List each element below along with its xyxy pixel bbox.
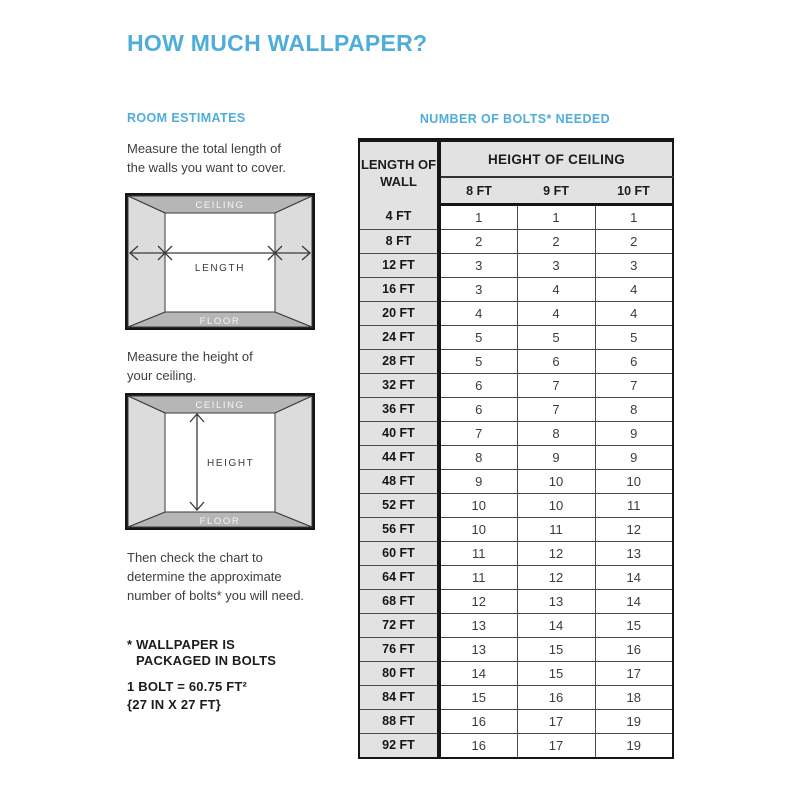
bolt-size-line: {27 IN X 27 FT} (127, 696, 222, 712)
bolt-count-cell: 3 (439, 278, 517, 302)
bolt-count-cell: 10 (595, 470, 673, 494)
floor-label: FLOOR (199, 316, 241, 327)
height-of-ceiling-header: HEIGHT OF CEILING (439, 140, 673, 177)
bolt-count-cell: 11 (595, 494, 673, 518)
table-row (359, 470, 673, 494)
instruction-measure-height (127, 347, 347, 385)
bolt-count-cell: 10 (439, 494, 517, 518)
bolt-count-cell: 8 (439, 446, 517, 470)
bolt-count-cell: 15 (517, 638, 595, 662)
bolt-count-cell: 5 (439, 350, 517, 374)
bolt-count-cell: 1 (595, 205, 673, 230)
table-body (359, 205, 673, 759)
wall-length-cell: 36 FT (359, 398, 439, 422)
bolt-count-cell: 13 (517, 590, 595, 614)
room-estimates-heading: ROOM ESTIMATES (127, 111, 246, 125)
table-row (359, 614, 673, 638)
bolt-count-cell: 10 (517, 470, 595, 494)
bolt-count-cell: 8 (595, 398, 673, 422)
bolt-count-cell: 12 (517, 566, 595, 590)
bolt-count-cell: 14 (595, 590, 673, 614)
bolt-count-cell: 16 (517, 686, 595, 710)
bolt-count-cell: 7 (517, 374, 595, 398)
ceiling-label: CEILING (195, 200, 245, 211)
bolt-count-cell: 15 (595, 614, 673, 638)
bolt-count-cell: 2 (517, 230, 595, 254)
instruction-check-chart (127, 548, 347, 605)
table-row (359, 686, 673, 710)
bolt-count-cell: 4 (595, 302, 673, 326)
wall-length-cell: 80 FT (359, 662, 439, 686)
wall-length-cell: 44 FT (359, 446, 439, 470)
wall-length-cell: 28 FT (359, 350, 439, 374)
bolt-count-cell: 1 (439, 205, 517, 230)
table-row (359, 494, 673, 518)
wall-length-cell: 84 FT (359, 686, 439, 710)
wall-length-cell: 56 FT (359, 518, 439, 542)
wall-length-cell: 32 FT (359, 374, 439, 398)
bolt-count-cell: 15 (517, 662, 595, 686)
bolt-count-cell: 3 (517, 254, 595, 278)
bolt-count-cell: 16 (595, 638, 673, 662)
bolt-count-cell: 9 (439, 470, 517, 494)
floor-label: FLOOR (199, 516, 241, 527)
wall-length-cell: 60 FT (359, 542, 439, 566)
bolt-count-cell: 3 (595, 254, 673, 278)
instruction-line: Then check the chart to (127, 550, 263, 565)
ceiling-9ft-header: 9 FT (517, 177, 595, 205)
wall-length-cell: 40 FT (359, 422, 439, 446)
bolt-count-cell: 4 (517, 302, 595, 326)
bolt-count-cell: 14 (595, 566, 673, 590)
bolt-count-cell: 6 (595, 350, 673, 374)
bolt-count-cell: 4 (517, 278, 595, 302)
left-wall-panel (128, 396, 165, 527)
bolt-count-cell: 5 (517, 326, 595, 350)
bolt-count-cell: 7 (595, 374, 673, 398)
bolt-count-cell: 12 (517, 542, 595, 566)
bolt-count-cell: 16 (439, 734, 517, 759)
bolt-count-cell: 2 (595, 230, 673, 254)
table-row (359, 590, 673, 614)
bolt-count-cell: 17 (595, 662, 673, 686)
bolt-count-cell: 18 (595, 686, 673, 710)
bolts-needed-table (358, 138, 674, 759)
wall-length-cell: 92 FT (359, 734, 439, 759)
table-row (359, 734, 673, 759)
bolt-count-cell: 12 (439, 590, 517, 614)
bolt-count-cell: 13 (439, 614, 517, 638)
bolt-count-cell: 17 (517, 710, 595, 734)
bolt-count-cell: 9 (517, 446, 595, 470)
bolt-count-cell: 10 (517, 494, 595, 518)
ceiling-label: CEILING (195, 400, 245, 411)
table-row (359, 398, 673, 422)
table-row (359, 542, 673, 566)
table-row (359, 230, 673, 254)
wall-length-cell: 16 FT (359, 278, 439, 302)
ceiling-8ft-header: 8 FT (439, 177, 517, 205)
bolt-count-cell: 14 (439, 662, 517, 686)
footnote-line: * WALLPAPER IS (127, 637, 236, 652)
bolt-count-cell: 17 (517, 734, 595, 759)
wall-length-cell: 72 FT (359, 614, 439, 638)
bolt-count-cell: 14 (517, 614, 595, 638)
bolt-size-line: 1 BOLT = 60.75 FT² (127, 679, 248, 694)
room-length-diagram (125, 193, 315, 330)
instruction-line: Measure the total length of (127, 141, 281, 156)
bolt-count-cell: 13 (595, 542, 673, 566)
wall-length-cell: 20 FT (359, 302, 439, 326)
bolt-count-cell: 11 (517, 518, 595, 542)
bolt-count-cell: 2 (439, 230, 517, 254)
left-wall-panel (128, 196, 165, 327)
wall-length-cell: 12 FT (359, 254, 439, 278)
bolt-count-cell: 16 (439, 710, 517, 734)
instruction-line: the walls you want to cover. (127, 160, 286, 175)
wall-length-cell: 48 FT (359, 470, 439, 494)
instruction-line: number of bolts* you will need. (127, 588, 305, 603)
wall-length-cell: 76 FT (359, 638, 439, 662)
table-row (359, 374, 673, 398)
table-row (359, 422, 673, 446)
table-row (359, 710, 673, 734)
bolt-count-cell: 5 (439, 326, 517, 350)
table-row (359, 205, 673, 230)
bolt-count-cell: 5 (595, 326, 673, 350)
wall-length-cell: 8 FT (359, 230, 439, 254)
table-row (359, 326, 673, 350)
table-row (359, 350, 673, 374)
wall-length-cell: 88 FT (359, 710, 439, 734)
height-label: HEIGHT (207, 458, 255, 469)
bolt-count-cell: 3 (439, 254, 517, 278)
footnote-line: PACKAGED IN BOLTS (136, 653, 277, 668)
length-label: LENGTH (194, 263, 246, 274)
bolt-size-definition (127, 678, 247, 713)
bolt-count-cell: 6 (439, 398, 517, 422)
table-row (359, 638, 673, 662)
wall-length-cell: 68 FT (359, 590, 439, 614)
bolts-table-caption: NUMBER OF BOLTS* NEEDED (419, 112, 611, 126)
wall-length-cell: 52 FT (359, 494, 439, 518)
instruction-measure-length (127, 139, 347, 177)
table-row (359, 662, 673, 686)
room-height-diagram (125, 393, 315, 530)
bolt-count-cell: 6 (439, 374, 517, 398)
right-wall-panel (275, 396, 312, 527)
wall-length-cell: 64 FT (359, 566, 439, 590)
page-title: HOW MUCH WALLPAPER? (127, 30, 428, 56)
bolt-count-cell: 10 (439, 518, 517, 542)
wall-length-cell: 24 FT (359, 326, 439, 350)
table-row (359, 254, 673, 278)
bolt-count-cell: 9 (595, 446, 673, 470)
instruction-line: your ceiling. (127, 368, 197, 383)
bolt-count-cell: 8 (517, 422, 595, 446)
bolt-count-cell: 6 (517, 350, 595, 374)
wall-length-cell: 4 FT (359, 205, 439, 230)
ceiling-10ft-header: 10 FT (595, 177, 673, 205)
table-row (359, 566, 673, 590)
bolt-count-cell: 7 (439, 422, 517, 446)
table-row (359, 302, 673, 326)
bolt-count-cell: 15 (439, 686, 517, 710)
bolt-count-cell: 13 (439, 638, 517, 662)
bolt-count-cell: 7 (517, 398, 595, 422)
instruction-line: determine the approximate (127, 569, 282, 584)
instruction-line: Measure the height of (127, 349, 253, 364)
bolt-count-cell: 12 (595, 518, 673, 542)
length-of-wall-header: LENGTH OF WALL (359, 140, 439, 205)
bolt-count-cell: 19 (595, 734, 673, 759)
bolt-count-cell: 1 (517, 205, 595, 230)
bolt-count-cell: 11 (439, 542, 517, 566)
bolt-count-cell: 11 (439, 566, 517, 590)
table-row (359, 518, 673, 542)
bolt-count-cell: 4 (439, 302, 517, 326)
bolt-count-cell: 19 (595, 710, 673, 734)
bolt-count-cell: 4 (595, 278, 673, 302)
table-row (359, 278, 673, 302)
wallpaper-bolts-footnote (127, 637, 276, 669)
bolt-count-cell: 9 (595, 422, 673, 446)
table-row (359, 446, 673, 470)
right-wall-panel (275, 196, 312, 327)
